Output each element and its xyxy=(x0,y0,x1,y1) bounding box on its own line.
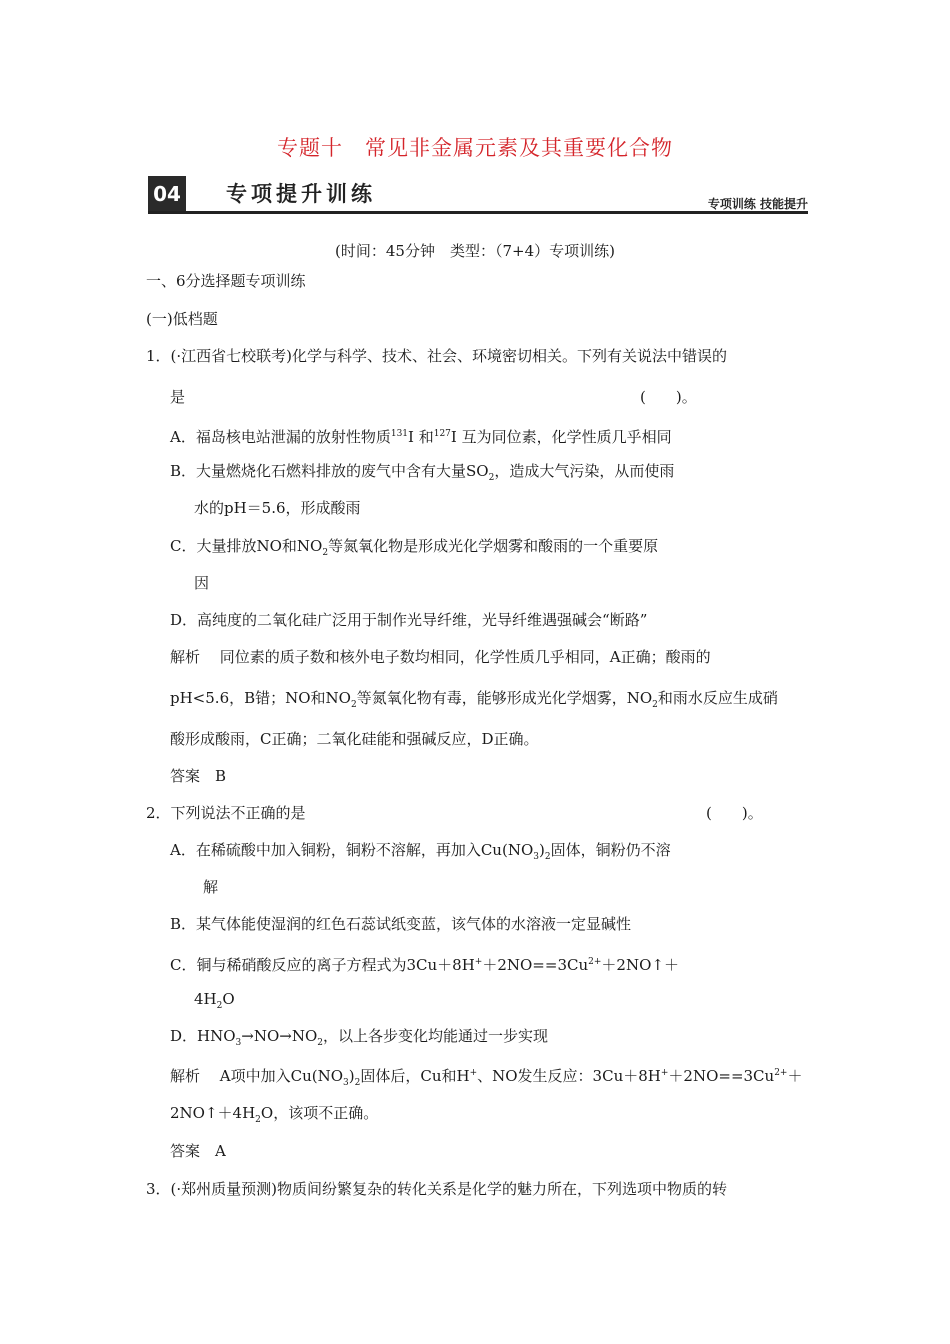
section-banner xyxy=(148,176,808,214)
q1-analysis-cont: pH<5.6，B错；NO和$NO_2$等氮氧化物有毒，能够形成光化学烟雾，$NO_2$和雨水反应生成硝 xyxy=(170,689,778,710)
q2-option-b: B．某气体能使湿润的红色石蕊试纸变蓝，该气体的水溶液一定显碱性 xyxy=(170,915,632,933)
page-title: 专题十 常见非金属元素及其重要化合物 xyxy=(277,136,673,160)
q2-answer: 答案 A xyxy=(170,1142,226,1160)
q2-option-a-cont: 解 xyxy=(203,878,219,896)
subsection-heading: (一)低档题 xyxy=(146,310,218,328)
q2-option-c: C．铜与稀硝酸反应的离子方程式为$3Cu+8H^++2NO==3Cu^{2+}+2NO↑+$ xyxy=(170,956,679,974)
q2-option-a: A．在稀硫酸中加入铜粉，铜粉不溶解，再加入$Cu(NO_3)_2$固体，铜粉仍不溶 xyxy=(170,841,671,862)
q1-option-c-cont: 因 xyxy=(194,574,210,592)
banner-tag: 专项训练 技能提升 xyxy=(707,197,808,211)
q2-stem: 2．下列说法不正确的是 xyxy=(146,804,306,822)
q1-stem: 1．(·江西省七校联考)化学与科学、技术、社会、环境密切相关。下列有关说法中错误的 xyxy=(146,347,728,365)
q2-answer-blank: ( )。 xyxy=(706,804,763,822)
q3-stem: 3．(·郑州质量预测)物质间纷繁复杂的转化关系是化学的魅力所在，下列选项中物质的转 xyxy=(146,1180,728,1198)
q1-answer-blank: ( )。 xyxy=(640,388,697,406)
banner-number: 04 xyxy=(148,176,186,212)
section-heading: 一、6分选择题专项训练 xyxy=(146,272,306,290)
q1-option-b: B．大量燃烧化石燃料排放的废气中含有大量$SO_2$，造成大气污染，从而使雨 xyxy=(170,462,675,483)
q2-option-c-cont: $4H_2O$ xyxy=(194,990,235,1011)
q1-analysis-end: 酸形成酸雨，C正确；二氧化硅能和强碱反应，D正确。 xyxy=(170,730,539,748)
q1-option-d: D．高纯度的二氧化硅广泛用于制作光导纤维，光导纤维遇强碱会“断路” xyxy=(170,611,648,629)
q1-option-b-cont: 水的pH＝5.6，形成酸雨 xyxy=(194,499,361,517)
q2-analysis: 解析 A项中加入$Cu(NO_3)_2$固体后，Cu和H+、NO发生反应：$3Cu+8H^++2NO==3Cu^{2+}+$ xyxy=(170,1067,803,1088)
q2-option-d: D．$HNO_3\to NO\to NO_2$，以上各步变化均能通过一步实现 xyxy=(170,1027,548,1048)
banner-title: 专项提升训练 xyxy=(226,182,376,206)
q1-stem-cont: 是 xyxy=(170,388,186,406)
q1-analysis: 解析 同位素的质子数和核外电子数均相同，化学性质几乎相同，A正确；酸雨的 xyxy=(170,648,711,666)
q1-option-c: C．大量排放NO和$NO_2$等氮氧化物是形成光化学烟雾和酸雨的一个重要原 xyxy=(170,537,659,558)
meta-line: (时间：45分钟 类型：（7+4）专项训练) xyxy=(335,242,615,260)
q1-option-a: A．福岛核电站泄漏的放射性物质$^{131}$I 和$^{127}$I 互为同位素，化学性质几乎相同 xyxy=(170,428,672,446)
q2-analysis-cont: $2NO↑+4H_2O$，该项不正确。 xyxy=(170,1104,379,1125)
q1-answer: 答案 B xyxy=(170,767,227,785)
